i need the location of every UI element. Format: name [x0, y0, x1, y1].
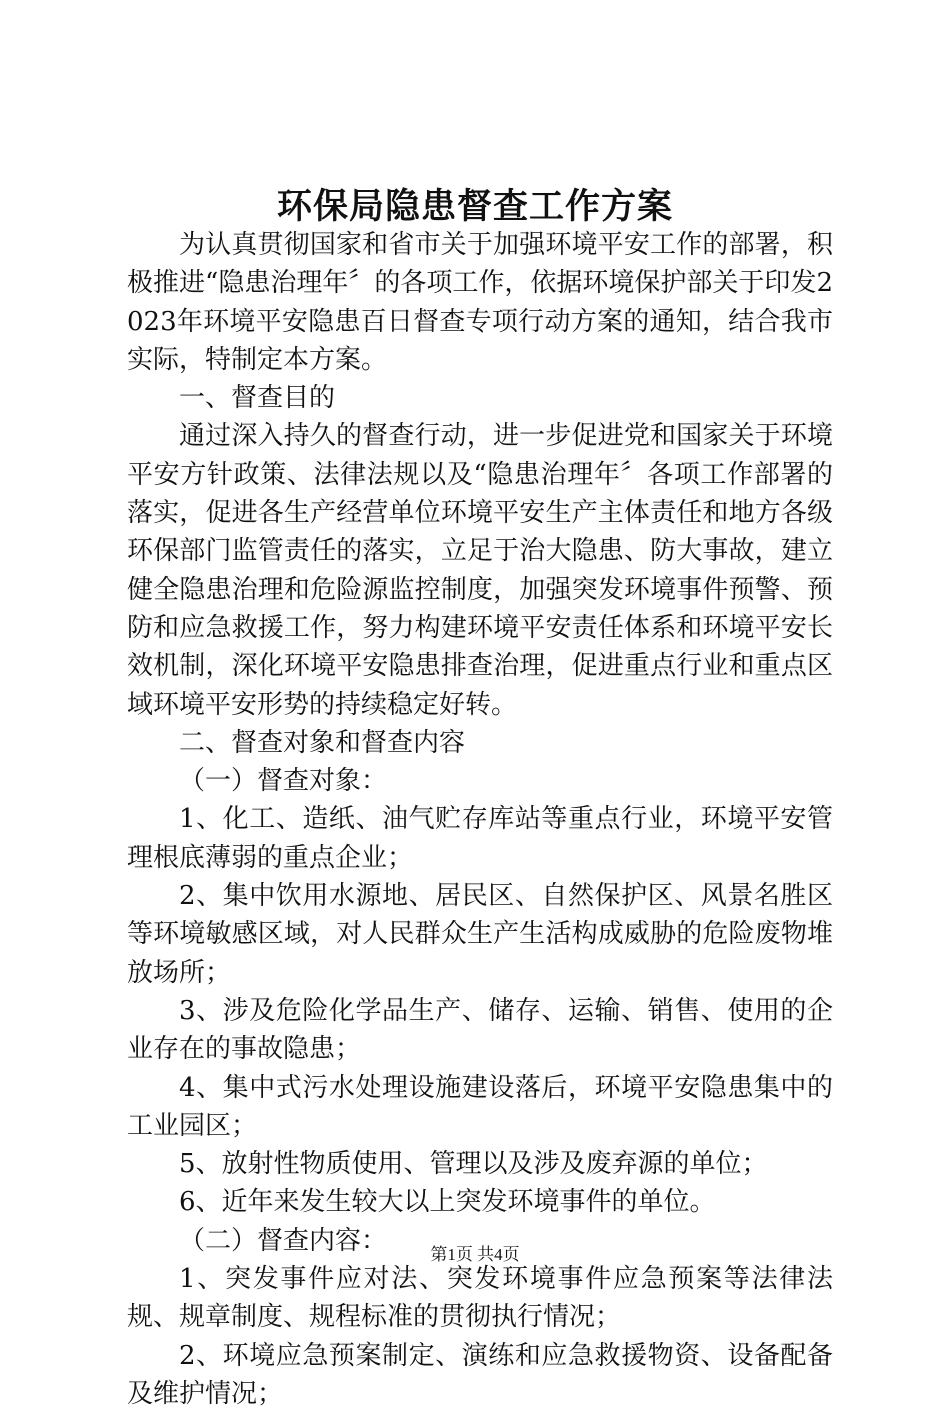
document-title: 环保局隐患督查工作方案 [276, 186, 673, 227]
section-heading-targets-content: 二、督查对象和督查内容 [179, 727, 466, 758]
list-item: 2、环境应急预案制定、演练和应急救援物资、设备配备及维护情况； [127, 1340, 833, 1409]
page-footer: 第1页 共4页 [430, 1245, 520, 1264]
list-item: 4、集中式污水处理设施建设落后，环境平安隐患集中的工业园区； [127, 1072, 833, 1141]
section-heading-purpose: 一、督查目的 [179, 383, 336, 414]
list-item: 1、化工、造纸、油气贮存库站等重点行业，环境平安管理根底薄弱的重点企业； [127, 804, 833, 873]
list-item: 2、集中饮用水源地、居民区、自然保护区、风景名胜区等环境敏感区域，对人民群众生产生活构成威胁的危险废物堆放场所； [127, 881, 833, 988]
list-item: 5、放射性物质使用、管理以及涉及废弃源的单位； [179, 1149, 768, 1180]
paragraph-purpose: 通过深入持久的督查行动，进一步促进党和国家关于环境平安方针政策、法律法规以及“隐患治理年〞各项工作部署的落实，促进各生产经营单位环境平安生产主体责任和地方各级环保部门监管责任的落实，立足于治大隐患、防大事故，建立健全隐患治理和危险源监控制度，加强突发环境事件预警、预防和应急救援工作，努力构建环境平安责任体系和环境平安长效机制，深化环境平安隐患排查治理，促进重点行业和重点区域环境平安形势的持续稳定好转。 [127, 421, 833, 720]
list-item: 6、近年来发生较大以上突发环境事件的单位。 [179, 1187, 716, 1218]
document-body [127, 226, 833, 1413]
subsection-heading-targets: （一）督查对象： [179, 766, 388, 797]
list-item: 1、突发事件应对法、突发环境事件应急预案等法律法规、规章制度、规程标准的贯彻执行情况； [127, 1264, 833, 1333]
list-item: 3、涉及危险化学品生产、储存、运输、销售、使用的企业存在的事故隐患； [127, 995, 833, 1065]
paragraph-intro: 为认真贯彻国家和省市关于加强环境平安工作的部署，积极推进“隐患治理年〞的各项工作，依据环境保护部关于印发2023年环境平安隐患百日督查专项行动方案的通知，结合我市实际，特制定本方案。 [127, 230, 833, 375]
subsection-heading-content: （二）督查内容： [179, 1225, 388, 1256]
